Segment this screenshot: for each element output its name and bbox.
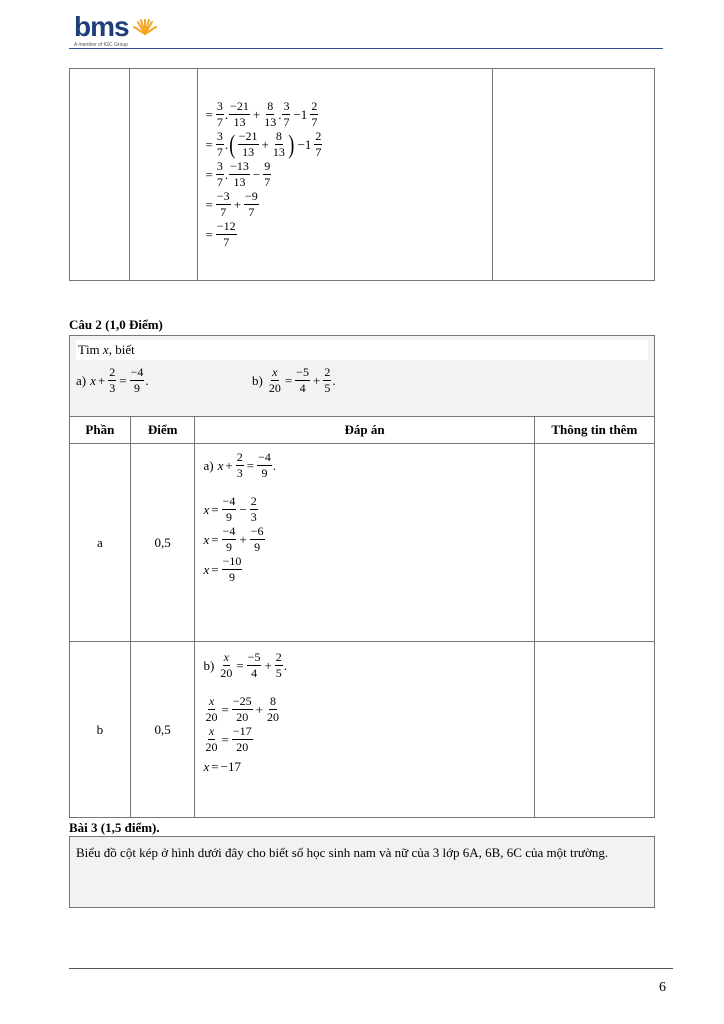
page-number: 6 [659,980,666,995]
header-dap-an: Đáp án [195,417,534,444]
logo-text: bms [74,11,129,42]
row-a-diem: 0,5 [130,444,195,642]
math-steps: = $\frac{3}{7}$ . $\frac{-21}{13}$ + $\frac{8}{13}$ . $\frac{3}{7}$ −1 $\frac{2}{7}$ = $\frac{3}{7}$ . ( $\frac{-21}{13}$ + $\frac{8}{13}$ ) −1 $\frac{2}{7}$ = $\frac{3}{7}$ . $\frac{-13}{13}$ − $\frac{9}{7}$ = $\frac{-3}{7}$ + $\frac{-9}{7}$ = $\frac{-12}{7}$ [205,99,322,249]
empty-cell [493,69,655,281]
header-thong-tin: Thông tin thêm [534,417,654,444]
row-b-label: b) [203,657,215,673]
bms-logo [74,12,164,52]
sun-icon [132,14,158,36]
row-a-answer: a) x + $\frac{2}{3}$ = $\frac{-4}{9}$ . x = $\frac{-4}{9}$ − $\frac{2}{3}$ x = $\frac{-4}{9}$ + $\frac{-6}{9}$ x = $\frac{-10}{9}$ [195,444,534,642]
row-a-label: a) [203,457,214,473]
logo-subtitle: A member of IGC Group [74,42,128,48]
empty-cell [70,69,130,281]
table-row [70,642,655,818]
prompt-tail: , biết [108,342,135,357]
header-divider [69,48,663,49]
answer-cell [197,69,493,281]
row-b-answer: b) $\frac{x}{20}$ = $\frac{-5}{4}$ + $\frac{2}{5}$ . $\frac{x}{20}$ = $\frac{-25}{20}$ + $\frac{8}{20}$ $\frac{x}{20}$ = $\frac{-17}{20}$ x = −17 [195,642,534,818]
bai3-title: Bài 3 (1,5 điểm). [69,820,160,835]
table-row [70,444,655,642]
previous-answer-table [69,68,655,281]
row-b-info [534,642,654,818]
question-b: b) $\frac{x}{20}$ = $\frac{-5}{4}$ + $\frac{2}{5}$ . [252,364,336,395]
footer-divider [69,968,673,969]
row-a-phan: a [70,444,131,642]
question-cell [70,336,655,417]
question-b-label: b) [252,372,263,388]
row-b-phan: b [70,642,131,818]
row-a-info [534,444,654,642]
header-diem: Điểm [130,417,195,444]
empty-cell [129,69,197,281]
cau2-table [69,335,655,818]
question-a: a) x + $\frac{2}{3}$ = $\frac{-4}{9}$ . [76,364,149,395]
header-phan: Phần [70,417,131,444]
cau2-title: Câu 2 (1,0 Điểm) [69,317,163,332]
bai3-text: Biểu đồ cột kép ở hình dưới đây cho biết số học sinh nam và nữ của 3 lớp 6A, 6B, 6C của một trường. [70,837,655,908]
prompt-variable: x [102,342,109,357]
row-b-diem: 0,5 [130,642,195,818]
bai3-table [69,836,655,908]
prompt-text: Tìm [78,342,100,357]
question-a-label: a) [76,372,87,388]
